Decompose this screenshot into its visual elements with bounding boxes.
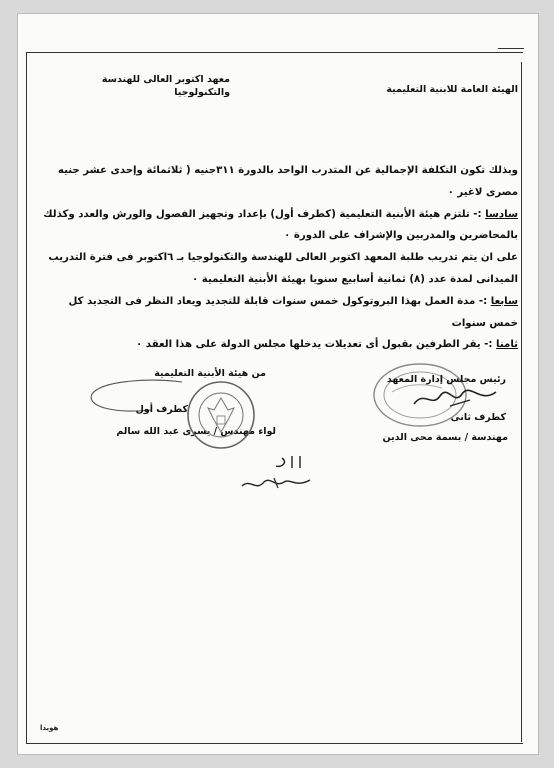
clause-8-text: :- يقر الطرفين بقبول أى تعديلات يدخلها مجلس الدولة على هذا العقد ٠ bbox=[136, 339, 497, 351]
clause-7-label: سابعا bbox=[490, 295, 518, 307]
body-line-2: مصرى لاغير ٠ bbox=[447, 186, 518, 198]
contract-body bbox=[42, 160, 518, 356]
body-line-8: خمس سنوات bbox=[451, 317, 518, 329]
clause-8-label: ثامنا bbox=[496, 339, 518, 351]
right-handwritten-signature bbox=[410, 386, 500, 412]
body-line-1: وبذلك تكون التكلفة الإجمالية عن المتدرب الواحد بالدورة ٣١١جنيه ( ثلاثمائة وإحدى عشر جنيه bbox=[57, 165, 518, 176]
page-border-right bbox=[521, 62, 522, 742]
left-party-label: كطرف أول bbox=[135, 404, 188, 415]
clause-6 bbox=[42, 204, 518, 226]
header-left-organization bbox=[80, 74, 230, 100]
header-right-organization: الهيئة العامة للابنية التعليمية bbox=[386, 84, 518, 95]
left-eagle-seal bbox=[184, 380, 258, 450]
handwritten-date-note bbox=[230, 452, 320, 498]
body-line-4: بالمحاضرين والمدربين والإشراف على الدورة ٠ bbox=[284, 230, 518, 242]
header-left-line1: معهد اكتوبر العالى للهندسة bbox=[101, 74, 230, 85]
page-border-corner bbox=[498, 48, 524, 63]
right-signatory-name: مهندسة / بسمة محى الدين bbox=[382, 432, 508, 443]
body-line-5: على ان يتم تدريب طلبة المعهد اكتوبر العالى للهندسة والتكنولوجيا بـ ٦اكتوبر فى فترة التدريب bbox=[48, 252, 518, 264]
clause-8 bbox=[42, 334, 518, 356]
clause-7-text: :- مدة العمل بهذا البروتوكول خمس سنوات قابلة للتجديد ويعاد النظر فى التجديد كل bbox=[68, 295, 491, 307]
body-line-6: الميدانى لمدة عدد (٨) ثمانية أسابيع سنويا بهيئة الأبنية التعليمية ٠ bbox=[192, 273, 518, 285]
header-left-line2: والتكنولوجيا bbox=[174, 86, 230, 98]
clause-6-text: :- تلتزم هيئة الأبنية التعليمية (كطرف أول) بإعداد وتجهيز الفصول والورش والعدد وكذلك bbox=[43, 208, 486, 220]
clause-6-label: سادسا bbox=[485, 208, 518, 220]
left-signatory-title: من هيئة الأبنية التعليمية bbox=[154, 368, 266, 379]
footer-initials: هويدا bbox=[40, 724, 59, 732]
right-party-label: كطرف ثانى bbox=[450, 412, 506, 423]
right-signatory-title: رئيس مجلس إدارة المعهد bbox=[386, 374, 506, 385]
clause-7 bbox=[42, 291, 518, 313]
left-signatory-name: لواء مهندس / يسرى عبد الله سالم bbox=[116, 426, 276, 437]
